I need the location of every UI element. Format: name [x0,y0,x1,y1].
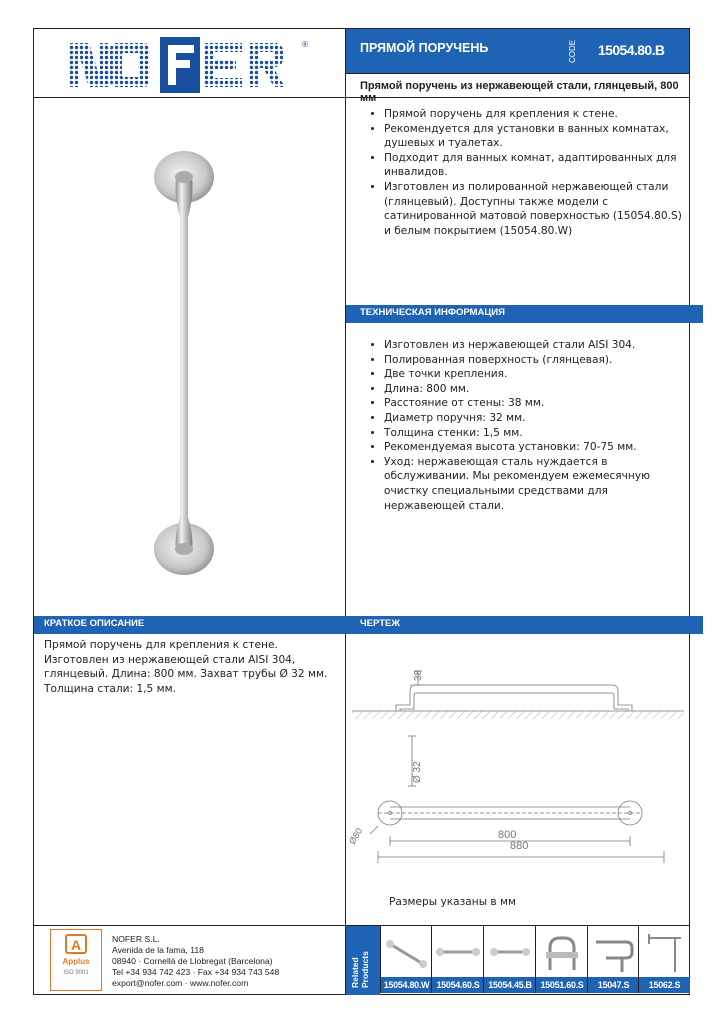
summary-line: Прямой поручень для крепления к стене. [44,639,278,651]
related-label-box [346,926,380,995]
tech-item: • Длина: 800 мм. [384,382,686,397]
related-products [346,926,689,995]
company-name: NOFER S.L. [112,934,160,944]
related-label: Related Products [350,951,370,988]
related-code: 15054.80.W [381,977,432,993]
company-info [112,934,342,989]
dim-880 [368,840,688,873]
tech-item: • Толщина стенки: 1,5 мм. [384,426,686,441]
header-subtitle: Прямой поручень из нержавеющей стали, глянцевый, 800 мм [360,80,679,104]
dim-880-svg [368,851,688,873]
applus-icon: A [65,934,87,954]
registered-mark: ® [302,40,308,49]
dim-800-label: 800 [498,829,517,841]
certification-badge [50,929,102,991]
dim-32-label: Ø 32 [412,761,423,783]
drawing-note: Размеры указаны в мм [389,896,517,908]
related-code: 15054.60.S [432,977,484,993]
datasheet [33,28,690,995]
summary-title: КРАТКОЕ ОПИСАНИЕ [34,616,355,634]
summary-line: Изготовлен из нержавеющей стали AISI 304, [44,653,296,666]
description-section [346,107,686,238]
company-web: export@nofer.com · www.nofer.com [112,978,249,988]
related-code: 15062.S [639,977,690,993]
cert-iso: ISO 9001 [63,970,89,976]
tech-info-list [346,338,686,513]
description-item: • Рекомендуется для установки в ванных комнатах, душевых и туалетах. [384,122,686,151]
tech-item: • Рекомендуемая высота установки: 70-75 мм. [384,440,686,455]
header-title-bar [346,29,689,73]
product-photo [134,147,234,577]
related-swing-bar-icon [592,930,635,974]
related-folding-bar-icon [540,930,584,974]
related-item[interactable] [535,926,588,993]
description-item: • Прямой поручень для крепления к стене. [384,107,686,122]
related-item[interactable] [380,926,432,993]
dim-880-label: 880 [510,840,529,852]
description-list [346,107,686,238]
page-title: ПРЯМОЙ ПОРУЧЕНЬ [360,41,489,55]
tech-item: • Изготовлен из нержавеющей стали AISI 304. [384,338,686,353]
related-code: 15054.45.B [484,977,536,993]
tech-item: • Две точки крепления. [384,367,686,382]
tech-item: • Диаметр поручня: 32 мм. [384,411,686,426]
related-item[interactable] [483,926,536,993]
nofer-logo [64,35,324,93]
related-straight-bar-icon [385,930,428,974]
related-code: 15051.60.S [536,977,588,993]
drawing-svg [348,641,688,851]
related-straight-bar-icon [488,930,532,974]
company-address2: 08940 · Cornellà de Llobregat (Barcelona) [112,956,273,966]
related-shower-bar-icon [643,930,686,974]
tech-item: • Полированная поверхность (глянцевая). [384,353,686,368]
tech-item: • Уход: нержавеющая сталь нуждается в обслуживании. Мы рекомендуем ежемесячную очистку специальными средствами для нержавеющей стали. [384,455,686,513]
company-address1: Avenida de la fama, 118 [112,945,204,955]
nofer-logo-graphic [64,35,324,93]
tech-item: • Расстояние от стены: 38 мм. [384,396,686,411]
summary-section [44,638,342,696]
dim-80-label: Ø80 [348,826,365,846]
technical-drawing [348,641,688,851]
related-code: 15047.S [588,977,639,993]
related-straight-bar-icon [436,930,480,974]
title-divider [345,73,689,74]
grab-bar-image [134,147,234,577]
tech-info-section [346,338,686,513]
dim-38-label: 38 [413,669,424,681]
summary-line: Толщина стали: 1,5 мм. [44,682,177,695]
summary-line: глянцевый. Длина: 800 мм. Захват трубы Ø 32 мм. [44,668,328,681]
related-item[interactable] [431,926,484,993]
description-item: • Изготовлен из полированной нержавеющей стали (глянцевый). Доступны также модели с сатинированной матовой поверхностью (15054.80.S) и белым покрытием (15054.80.W) [384,180,686,238]
related-item[interactable] [587,926,639,993]
product-code: 15054.80.B [598,42,665,58]
tech-info-title: ТЕХНИЧЕСКАЯ ИНФОРМАЦИЯ [346,305,703,323]
drawing-title: ЧЕРТЕЖ [346,616,703,634]
related-item[interactable] [638,926,690,993]
cert-brand: Applus [62,957,90,966]
company-phone: Tel +34 934 742 423 · Fax +34 934 743 548 [112,967,280,977]
description-item: • Подходит для ванных комнат, адаптированных для инвалидов. [384,151,686,180]
code-label: CODE [568,39,577,63]
